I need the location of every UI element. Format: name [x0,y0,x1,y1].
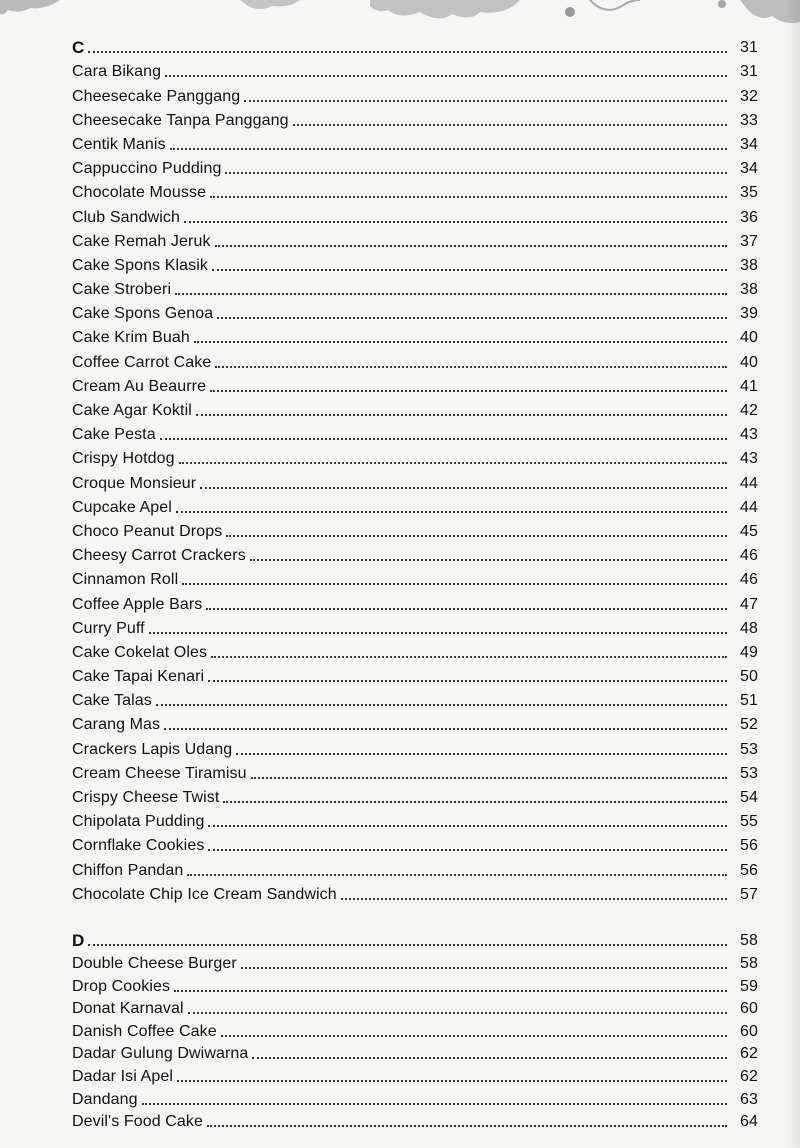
entry-title: Cinnamon Roll [72,571,179,589]
entry-title: Donat Karnaval [72,1000,184,1018]
entry-title: Cake Spons Klasik [72,256,208,274]
page-number: 58 [740,954,758,972]
page-number: 56 [740,861,758,879]
page-number: 48 [740,619,758,637]
page-number: 33 [740,111,758,129]
floral-border-decoration [0,0,800,26]
entry-title: Devil's Food Cake [72,1113,204,1131]
page-number: 31 [740,63,758,81]
toc-entry [72,735,758,759]
page-number: 31 [740,39,758,57]
toc-entry [72,784,758,808]
page-number: 43 [740,450,758,468]
page-number: 38 [740,256,758,274]
page-number: 41 [740,377,758,395]
page-number: 49 [740,643,758,661]
dot-leader [211,656,727,658]
entry-title: Coffee Carrot Cake [72,353,212,371]
dot-leader [215,366,727,368]
page-number: 60 [740,1000,758,1018]
entry-title: Cara Bikang [72,63,162,81]
toc-entry [72,566,758,590]
toc-entry [72,1110,758,1133]
page-number: 59 [740,977,758,995]
dot-leader [236,753,727,755]
page-number: 54 [740,789,758,806]
toc-entry [72,324,758,348]
entry-title: Crackers Lapis Udang [72,740,233,758]
dot-leader [208,680,727,682]
dot-leader [188,1012,727,1014]
toc-entry [72,397,758,421]
entry-title: Cake Pesta [72,426,156,444]
dot-leader [179,462,727,464]
dot-leader [217,317,727,319]
page-number: 44 [740,498,758,516]
page-number: 46 [740,547,758,565]
page-number: 62 [740,1045,758,1063]
entry-title: Club Sandwich [72,208,181,226]
section-letter: D [72,931,85,951]
entry-title: Curry Puff [72,619,145,637]
page-number: 34 [740,160,758,178]
toc-entry [72,542,758,566]
page-number: 52 [740,716,758,734]
toc-entry [72,1064,758,1087]
entry-title: Cheesy Carrot Crackers [72,547,246,565]
dot-leader [156,704,727,706]
dot-leader [164,728,727,730]
page-number: 43 [740,426,758,444]
toc-entry [72,711,758,735]
page-number: 38 [740,281,758,299]
entry-title: Cupcake Apel [72,498,172,516]
entry-list [72,951,758,1132]
toc-entry [72,131,758,155]
dot-leader [182,583,727,585]
toc-entry [72,348,758,372]
page-number: 46 [740,571,758,589]
entry-title: Carang Mas [72,716,161,734]
entry-title: Chiffon Pandan [72,861,184,879]
toc-entry [72,252,758,276]
toc-entry [72,155,758,179]
toc-entry [72,760,758,784]
toc-entry [72,82,758,106]
toc-entry [72,974,758,997]
toc-entry [72,494,758,518]
entry-title: Cappuccino Pudding [72,160,222,178]
dot-leader [252,1057,727,1059]
toc-entry [72,276,758,300]
dot-leader [210,196,727,198]
dot-leader [251,777,727,779]
page-number: 56 [740,837,758,855]
entry-title: Cheesecake Panggang [72,87,241,105]
toc-entry [72,590,758,614]
toc-entry [72,107,758,131]
toc-entry [72,663,758,687]
dot-leader [250,559,727,561]
toc-entry [72,1087,758,1110]
page-number: 32 [740,87,758,105]
entry-title: Crispy Hotdog [72,450,175,468]
entry-title: Cake Cokelat Oles [72,643,208,661]
toc-entry [72,228,758,252]
toc-entry [72,469,758,493]
entry-title: Chipolata Pudding [72,813,205,831]
dot-leader [187,874,727,876]
entry-title: Dadar Isi Apel [72,1067,174,1085]
entry-title: Double Cheese Burger [72,954,237,972]
page-number: 62 [740,1067,758,1085]
entry-title: Cake Stroberi [72,281,172,299]
dot-leader [206,608,727,610]
page-number: 37 [740,232,758,250]
dot-leader [244,100,727,102]
entry-title: Chocolate Mousse [72,184,207,202]
entry-title: Cheesecake Tanpa Panggang [72,111,289,129]
section-heading [72,929,758,952]
dot-leader [160,438,727,440]
dot-leader [241,967,727,969]
page-number: 58 [740,932,758,950]
page-number: 47 [740,595,758,613]
entry-title: Cake Spons Genoa [72,305,214,323]
toc-entry [72,687,758,711]
page-number: 35 [740,184,758,202]
dot-leader [149,632,727,634]
page-number: 40 [740,329,758,347]
dot-leader [196,414,727,416]
entry-title: Cream Au Beaurre [72,377,207,395]
toc-entry [72,639,758,663]
dot-leader [208,825,727,827]
dot-leader [221,1035,727,1037]
entry-title: Chocolate Chip Ice Cream Sandwich [72,885,337,903]
toc-entry [72,997,758,1020]
dot-leader [88,51,727,53]
page-number: 64 [740,1113,758,1131]
toc-section-d [72,929,758,1132]
page-number: 57 [740,885,758,903]
toc-entry [72,518,758,542]
table-of-contents [72,34,758,1132]
entry-title: Cake Agar Koktil [72,402,192,419]
page-number: 50 [740,668,758,686]
page-edge-shadow [786,0,800,1148]
dot-leader [170,148,727,150]
page-number: 42 [740,402,758,419]
entry-title: Coffee Apple Bars [72,595,203,613]
page-number: 60 [740,1022,758,1040]
dot-leader [207,1125,727,1127]
dot-leader [194,341,727,343]
page-number: 55 [740,813,758,831]
page-number: 36 [740,208,758,226]
dot-leader [165,75,727,77]
dot-leader [175,293,727,295]
toc-entry [72,881,758,905]
page-number: 44 [740,474,758,492]
section-heading [72,34,758,58]
dot-leader [215,245,727,247]
toc-entry [72,951,758,974]
toc-entry [72,445,758,469]
page-number: 34 [740,135,758,153]
entry-title: Drop Cookies [72,977,171,995]
toc-entry [72,856,758,880]
page-number: 51 [740,692,758,710]
dot-leader [184,221,727,223]
entry-title: Cornflake Cookies [72,837,205,855]
entry-title: Cake Talas [72,692,152,710]
dot-leader [200,487,727,489]
dot-leader [212,269,727,271]
toc-entry [72,1042,758,1065]
page-number: 45 [740,522,758,540]
page-number: 53 [740,740,758,758]
toc-entry [72,808,758,832]
dot-leader [210,390,727,392]
entry-title: Cream Cheese Tiramisu [72,764,247,782]
dot-leader [226,535,727,537]
dot-leader [176,511,727,513]
toc-entry [72,203,758,227]
dot-leader [293,124,727,126]
page-number: 53 [740,764,758,782]
toc-entry [72,1019,758,1042]
entry-title: Dandang [72,1090,138,1108]
toc-entry [72,58,758,82]
entry-title: Centik Manis [72,135,166,153]
dot-leader [341,898,727,900]
entry-title: Danish Coffee Cake [72,1022,217,1040]
entry-title: Dadar Gulung Dwiwarna [72,1045,249,1063]
dot-leader [142,1103,727,1105]
toc-section-c [72,34,758,905]
dot-leader [225,172,727,174]
entry-title: Croque Monsieur [72,474,197,492]
entry-title: Cake Tapai Kenari [72,668,205,686]
section-letter: C [72,38,85,58]
entry-list [72,58,758,905]
dot-leader [208,849,727,851]
dot-leader [223,801,727,803]
toc-entry [72,179,758,203]
toc-entry [72,615,758,639]
entry-title: Cake Remah Jeruk [72,232,211,250]
entry-title: Choco Peanut Drops [72,522,223,540]
page-number: 39 [740,305,758,323]
dot-leader [177,1080,727,1082]
toc-entry [72,832,758,856]
page-number: 63 [740,1090,758,1108]
entry-title: Crispy Cheese Twist [72,789,220,806]
dot-leader [174,990,727,992]
toc-entry [72,373,758,397]
entry-title: Cake Krim Buah [72,329,190,347]
toc-entry [72,300,758,324]
toc-entry [72,421,758,445]
dot-leader [88,944,727,946]
page-number: 40 [740,353,758,371]
